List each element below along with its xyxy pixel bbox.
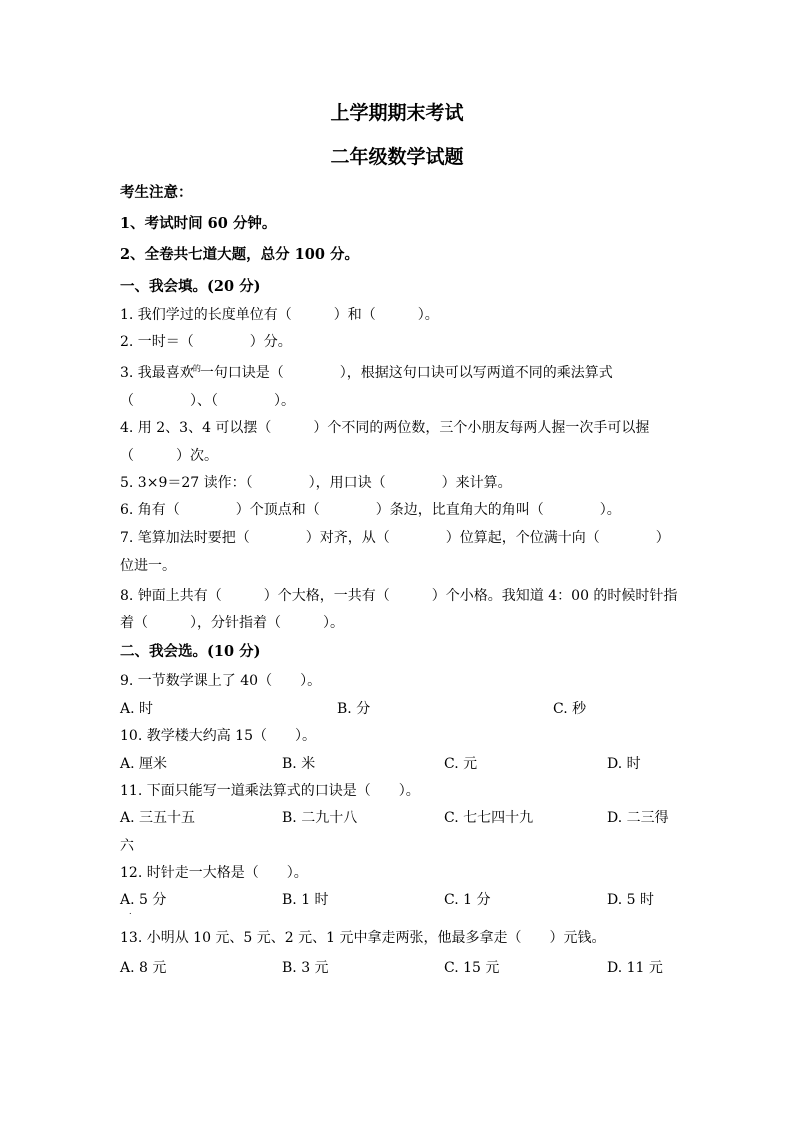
section2-heading: 二、我会选。(10 分) (120, 643, 261, 660)
q9-option-a: A. 时 (120, 701, 154, 717)
notice-item-1: 1、考试时间 60 分钟。 (120, 215, 277, 232)
q12-option-c: C. 1 分 (444, 892, 491, 908)
q13-option-c: C. 15 元 (444, 960, 500, 976)
question-8-line1: 8. 钟面上共有（ ）个大格，一共有（ ）个小格。我知道 4：00 的时候时针指 (120, 588, 678, 604)
q10-option-c: C. 元 (444, 756, 478, 772)
q11-option-a: A. 三五十五 (120, 810, 196, 826)
exam-subtitle: 二年级数学试题 (330, 146, 464, 168)
q13-option-b: B. 3 元 (282, 960, 329, 976)
question-2: 2. 一时＝（ ）分。 (120, 334, 292, 350)
q10-option-b: B. 米 (282, 756, 316, 772)
q11-option-b: B. 二九十八 (282, 810, 358, 826)
exam-title: 上学期期末考试 (330, 102, 464, 124)
q10-option-d: D. 时 (607, 756, 641, 772)
question-7-line2: 位进一。 (120, 558, 176, 574)
q11-option-c: C. 七七四十九 (444, 810, 534, 826)
question-4-line1: 4. 用 2、3、4 可以摆（ ）个不同的两位数，三个小朋友每两人握一次手可以握 (120, 420, 650, 436)
q13-option-d: D. 11 元 (607, 960, 663, 976)
q11-option-d: D. 二三得 (607, 810, 669, 826)
q3-prefix: 3. 我最喜欢 (120, 365, 194, 381)
q3-superscript: 的 (192, 364, 201, 373)
q13-option-a: A. 8 元 (120, 960, 167, 976)
stray-dot: . (129, 907, 132, 916)
q9-option-c: C. 秒 (553, 701, 587, 717)
question-9: 9. 一节数学课上了 40（ ）。 (120, 673, 322, 689)
section1-heading: 一、我会填。(20 分) (120, 278, 261, 295)
q12-option-d: D. 5 时 (607, 892, 654, 908)
question-11: 11. 下面只能写一道乘法算式的口诀是（ ）。 (120, 783, 420, 799)
question-3-line2: （ ）、（ ）。 (120, 393, 295, 409)
question-8-line2: 着（ ），分针指着（ ）。 (120, 615, 344, 631)
question-5: 5. 3×9＝27 读作：（ ），用口诀（ ）来计算。 (120, 475, 512, 491)
q10-option-a: A. 厘米 (120, 756, 168, 772)
question-7-line1: 7. 笔算加法时要把（ ）对齐，从（ ）位算起，个位满十向（ ） (120, 530, 670, 546)
question-6: 6. 角有（ ）个顶点和（ ）条边，比直角大的角叫（ ）。 (120, 502, 621, 518)
q3-suffix: 一句口诀是（ ），根据这句口诀可以写两道不同的乘法算式 (199, 365, 613, 381)
q12-option-b: B. 1 时 (282, 892, 329, 908)
question-3-line1 (120, 362, 613, 382)
question-1: 1. 我们学过的长度单位有（ ）和（ ）。 (120, 307, 439, 323)
notice-item-2: 2、全卷共七道大题，总分 100 分。 (120, 246, 359, 263)
question-13: 13. 小明从 10 元、5 元、2 元、1 元中拿走两张，他最多拿走（ ）元钱。 (120, 930, 606, 946)
q12-option-a: A. 5 分 (120, 892, 167, 908)
q9-option-b: B. 分 (337, 701, 371, 717)
q11-option-d-wrap: 六 (120, 838, 134, 854)
question-12: 12. 时针走一大格是（ ）。 (120, 865, 308, 881)
question-4-line2: （ ）次。 (120, 448, 218, 464)
question-10: 10. 教学楼大约高 15（ ）。 (120, 728, 316, 744)
notice-heading: 考生注意： (120, 184, 193, 201)
